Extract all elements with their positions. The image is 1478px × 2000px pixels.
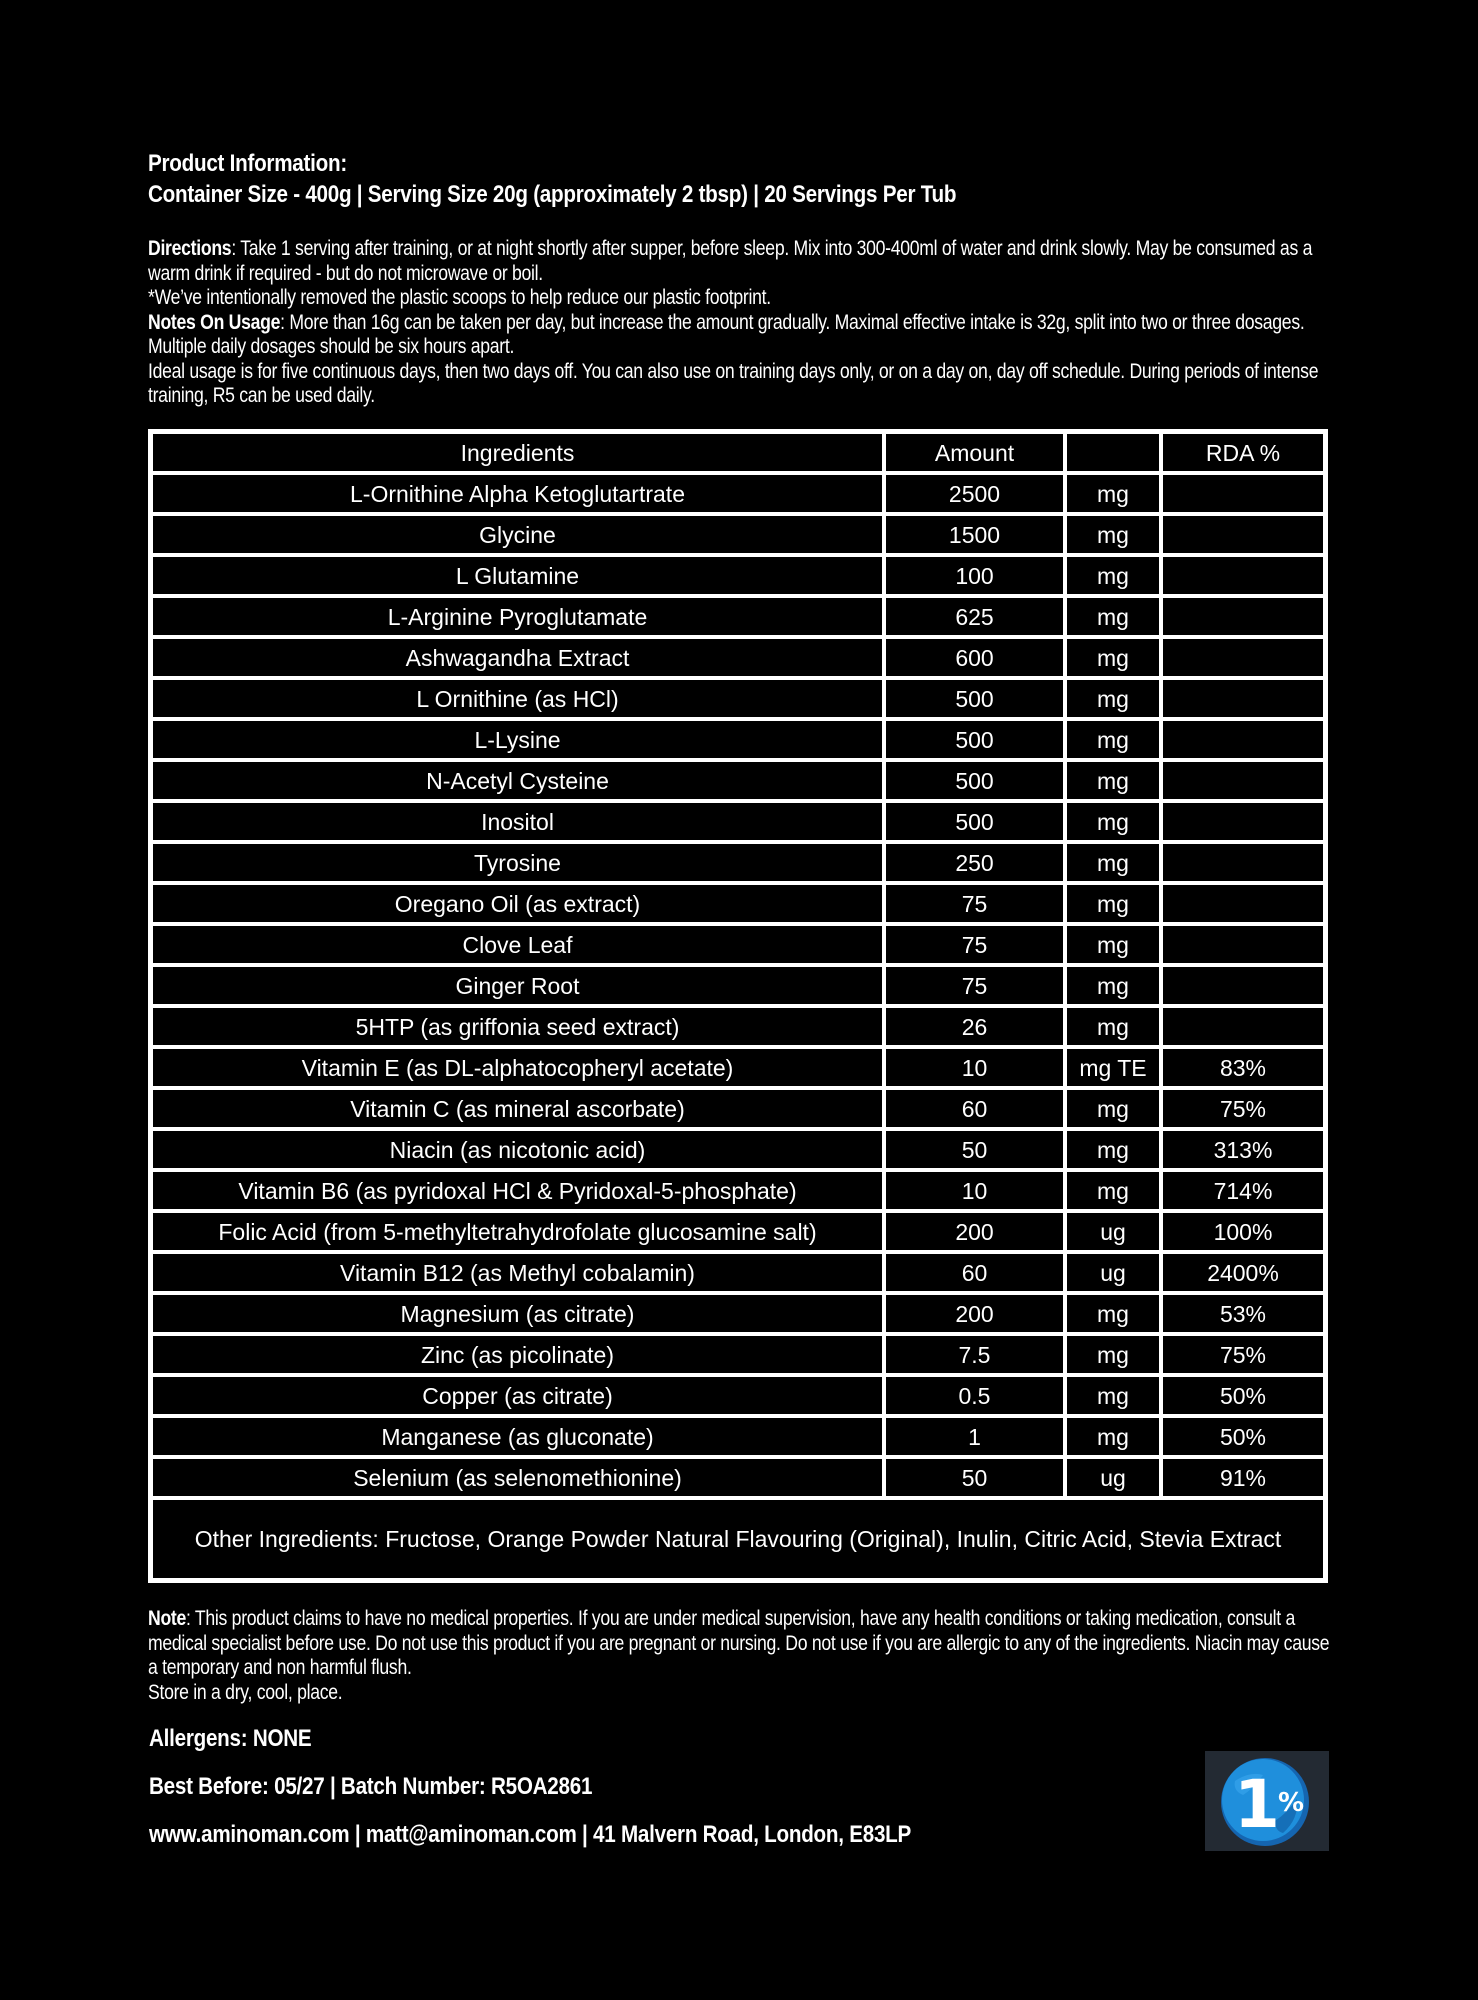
table-row	[151, 1252, 1325, 1293]
ingredient-rda: 100%	[1161, 1211, 1325, 1252]
ingredient-amount: 2500	[884, 473, 1065, 514]
contact-line: www.aminoman.com | matt@aminoman.com | 41 Malvern Road, London, E83LP	[149, 1821, 912, 1848]
product-info-heading: Product Information:	[148, 150, 347, 177]
ideal-usage-text: Ideal usage is for five continuous days, then two days off. You can also use on training days only, or on a day on, day off schedule. During periods of intense training, R5 can be used daily.	[148, 359, 1319, 407]
ingredient-unit: mg	[1065, 760, 1161, 801]
ingredient-amount: 60	[884, 1252, 1065, 1293]
ingredient-name: Manganese (as gluconate)	[151, 1416, 884, 1457]
table-row	[151, 678, 1325, 719]
ingredient-rda	[1161, 596, 1325, 637]
ingredient-amount: 50	[884, 1129, 1065, 1170]
other-ingredients: Other Ingredients: Fructose, Orange Powder Natural Flavouring (Original), Inulin, Citric Acid, Stevia Extract	[151, 1498, 1325, 1580]
table-row	[151, 1416, 1325, 1457]
ingredient-unit: mg	[1065, 1334, 1161, 1375]
ingredient-amount: 50	[884, 1457, 1065, 1498]
usage-label: Notes On Usage	[148, 310, 281, 334]
ingredient-amount: 26	[884, 1006, 1065, 1047]
ingredient-amount: 10	[884, 1047, 1065, 1088]
ingredient-unit: mg	[1065, 1293, 1161, 1334]
ingredient-name: L Glutamine	[151, 555, 884, 596]
ingredient-name: Vitamin E (as DL-alphatocopheryl acetate)	[151, 1047, 884, 1088]
ingredient-amount: 75	[884, 924, 1065, 965]
ingredient-rda: 53%	[1161, 1293, 1325, 1334]
table-row	[151, 596, 1325, 637]
table-row	[151, 1211, 1325, 1252]
note-paragraph	[148, 1607, 1331, 1705]
ingredient-unit: mg	[1065, 842, 1161, 883]
ingredient-amount: 500	[884, 678, 1065, 719]
ingredient-amount: 0.5	[884, 1375, 1065, 1416]
table-row	[151, 1006, 1325, 1047]
ingredient-amount: 500	[884, 760, 1065, 801]
ingredient-name: Ginger Root	[151, 965, 884, 1006]
ingredient-amount: 200	[884, 1293, 1065, 1334]
ingredient-rda	[1161, 719, 1325, 760]
table-row	[151, 801, 1325, 842]
ingredient-name: 5HTP (as griffonia seed extract)	[151, 1006, 884, 1047]
ingredient-amount: 75	[884, 883, 1065, 924]
storage-text: Store in a dry, cool, place.	[148, 1680, 343, 1704]
table-header-row	[151, 432, 1325, 473]
ingredient-rda	[1161, 842, 1325, 883]
ingredient-amount: 625	[884, 596, 1065, 637]
ingredient-amount: 200	[884, 1211, 1065, 1252]
scoop-note: *We’ve intentionally removed the plastic scoops to help reduce our plastic footprint.	[148, 286, 771, 309]
ingredient-unit: mg	[1065, 514, 1161, 555]
ingredient-rda: 313%	[1161, 1129, 1325, 1170]
ingredient-rda: 83%	[1161, 1047, 1325, 1088]
ingredient-rda	[1161, 473, 1325, 514]
table-row	[151, 1088, 1325, 1129]
table-row	[151, 1457, 1325, 1498]
ingredient-unit: mg	[1065, 637, 1161, 678]
header-amount: Amount	[884, 432, 1065, 473]
table-row	[151, 637, 1325, 678]
ingredient-unit: mg	[1065, 1375, 1161, 1416]
ingredient-amount: 250	[884, 842, 1065, 883]
table-row	[151, 719, 1325, 760]
ingredient-amount: 10	[884, 1170, 1065, 1211]
ingredient-name: Vitamin B12 (as Methyl cobalamin)	[151, 1252, 884, 1293]
ingredient-name: Inositol	[151, 801, 884, 842]
other-ingredients-row	[151, 1498, 1325, 1580]
logo-percent-symbol: %	[1277, 1788, 1305, 1818]
directions-text: : Take 1 serving after training, or at night shortly after supper, before sleep. Mix into 300-400ml of water and drink slowly. May be consumed as a warm drink if required - but do not microwave or boil.	[148, 237, 1313, 285]
ingredient-rda	[1161, 965, 1325, 1006]
directions-paragraph	[148, 237, 1331, 409]
ingredient-unit: mg	[1065, 1416, 1161, 1457]
table-row	[151, 1334, 1325, 1375]
note-label: Note	[148, 1607, 187, 1630]
ingredient-name: Oregano Oil (as extract)	[151, 883, 884, 924]
ingredient-name: Ashwagandha Extract	[151, 637, 884, 678]
ingredient-rda: 75%	[1161, 1088, 1325, 1129]
table-row	[151, 473, 1325, 514]
ingredient-amount: 600	[884, 637, 1065, 678]
one-percent-logo-icon	[1205, 1751, 1329, 1851]
label-page	[148, 148, 1331, 1848]
ingredient-unit: mg	[1065, 678, 1161, 719]
ingredient-unit: mg	[1065, 555, 1161, 596]
ingredient-amount: 7.5	[884, 1334, 1065, 1375]
ingredient-unit: mg	[1065, 1088, 1161, 1129]
ingredient-rda	[1161, 924, 1325, 965]
ingredient-unit: mg	[1065, 596, 1161, 637]
ingredient-name: Selenium (as selenomethionine)	[151, 1457, 884, 1498]
ingredient-name: L-Ornithine Alpha Ketoglutartrate	[151, 473, 884, 514]
ingredient-unit: mg	[1065, 801, 1161, 842]
ingredient-name: Tyrosine	[151, 842, 884, 883]
table-row	[151, 842, 1325, 883]
ingredient-rda: 75%	[1161, 1334, 1325, 1375]
ingredient-amount: 500	[884, 801, 1065, 842]
ingredient-amount: 60	[884, 1088, 1065, 1129]
ingredient-name: Zinc (as picolinate)	[151, 1334, 884, 1375]
table-row	[151, 1047, 1325, 1088]
ingredient-name: L-Lysine	[151, 719, 884, 760]
usage-text: : More than 16g can be taken per day, but increase the amount gradually. Maximal effective intake is 32g, split into two or three dosages. Multiple daily dosages should be six hours apart.	[148, 310, 1305, 358]
ingredient-name: Vitamin B6 (as pyridoxal HCl & Pyridoxal-5-phosphate)	[151, 1170, 884, 1211]
note-text: : This product claims to have no medical properties. If you are under medical supervision, have any health conditions or taking medication, consult a medical specialist before use. Do not use this product if you are pregnant or nursing. Do not use if you are allergic to any of the ingredients. Niacin may cause a temporary and non harmful flush.	[148, 1607, 1330, 1679]
ingredient-rda	[1161, 514, 1325, 555]
table-row	[151, 1170, 1325, 1211]
ingredient-amount: 1	[884, 1416, 1065, 1457]
table-row	[151, 1375, 1325, 1416]
ingredient-amount: 100	[884, 555, 1065, 596]
ingredient-rda	[1161, 678, 1325, 719]
ingredient-rda	[1161, 555, 1325, 596]
directions-label: Directions	[148, 237, 232, 260]
ingredient-name: Magnesium (as citrate)	[151, 1293, 884, 1334]
ingredient-rda: 91%	[1161, 1457, 1325, 1498]
table-row	[151, 1293, 1325, 1334]
ingredient-rda: 50%	[1161, 1375, 1325, 1416]
container-size-line: Container Size - 400g | Serving Size 20g (approximately 2 tbsp) | 20 Servings Per Tub	[148, 181, 957, 208]
ingredient-unit: ug	[1065, 1252, 1161, 1293]
logo-digit: 1	[1234, 1766, 1280, 1843]
table-row	[151, 555, 1325, 596]
ingredient-rda: 2400%	[1161, 1252, 1325, 1293]
table-row	[151, 1129, 1325, 1170]
logo-graphic	[1205, 1751, 1329, 1851]
ingredient-rows	[151, 473, 1325, 1498]
table-row	[151, 760, 1325, 801]
ingredient-rda	[1161, 1006, 1325, 1047]
ingredients-table	[148, 429, 1328, 1583]
ingredient-unit: mg	[1065, 1129, 1161, 1170]
ingredient-unit: mg	[1065, 924, 1161, 965]
header-rda: RDA %	[1161, 432, 1325, 473]
table-row	[151, 965, 1325, 1006]
ingredient-name: L-Arginine Pyroglutamate	[151, 596, 884, 637]
ingredient-name: Vitamin C (as mineral ascorbate)	[151, 1088, 884, 1129]
ingredient-unit: ug	[1065, 1457, 1161, 1498]
ingredient-rda: 50%	[1161, 1416, 1325, 1457]
ingredient-name: Niacin (as nicotonic acid)	[151, 1129, 884, 1170]
table-row	[151, 883, 1325, 924]
ingredient-name: Glycine	[151, 514, 884, 555]
ingredient-amount: 500	[884, 719, 1065, 760]
ingredient-rda	[1161, 801, 1325, 842]
ingredient-rda	[1161, 760, 1325, 801]
best-before-line: Best Before: 05/27 | Batch Number: R5OA2861	[149, 1773, 593, 1800]
ingredient-unit: mg	[1065, 1006, 1161, 1047]
ingredient-unit: mg	[1065, 719, 1161, 760]
ingredient-unit: mg	[1065, 883, 1161, 924]
ingredient-amount: 1500	[884, 514, 1065, 555]
ingredient-unit: mg	[1065, 965, 1161, 1006]
ingredient-unit: mg TE	[1065, 1047, 1161, 1088]
allergens-line: Allergens: NONE	[149, 1725, 312, 1752]
header-unit	[1065, 432, 1161, 473]
table-row	[151, 924, 1325, 965]
ingredient-name: N-Acetyl Cysteine	[151, 760, 884, 801]
ingredient-amount: 75	[884, 965, 1065, 1006]
header-ingredients: Ingredients	[151, 432, 884, 473]
ingredient-unit: mg	[1065, 473, 1161, 514]
ingredient-unit: ug	[1065, 1211, 1161, 1252]
ingredient-name: Clove Leaf	[151, 924, 884, 965]
ingredient-rda	[1161, 637, 1325, 678]
ingredient-rda	[1161, 883, 1325, 924]
table-row	[151, 514, 1325, 555]
ingredient-name: L Ornithine (as HCl)	[151, 678, 884, 719]
ingredient-rda: 714%	[1161, 1170, 1325, 1211]
ingredient-name: Folic Acid (from 5-methyltetrahydrofolate glucosamine salt)	[151, 1211, 884, 1252]
ingredient-unit: mg	[1065, 1170, 1161, 1211]
ingredient-name: Copper (as citrate)	[151, 1375, 884, 1416]
